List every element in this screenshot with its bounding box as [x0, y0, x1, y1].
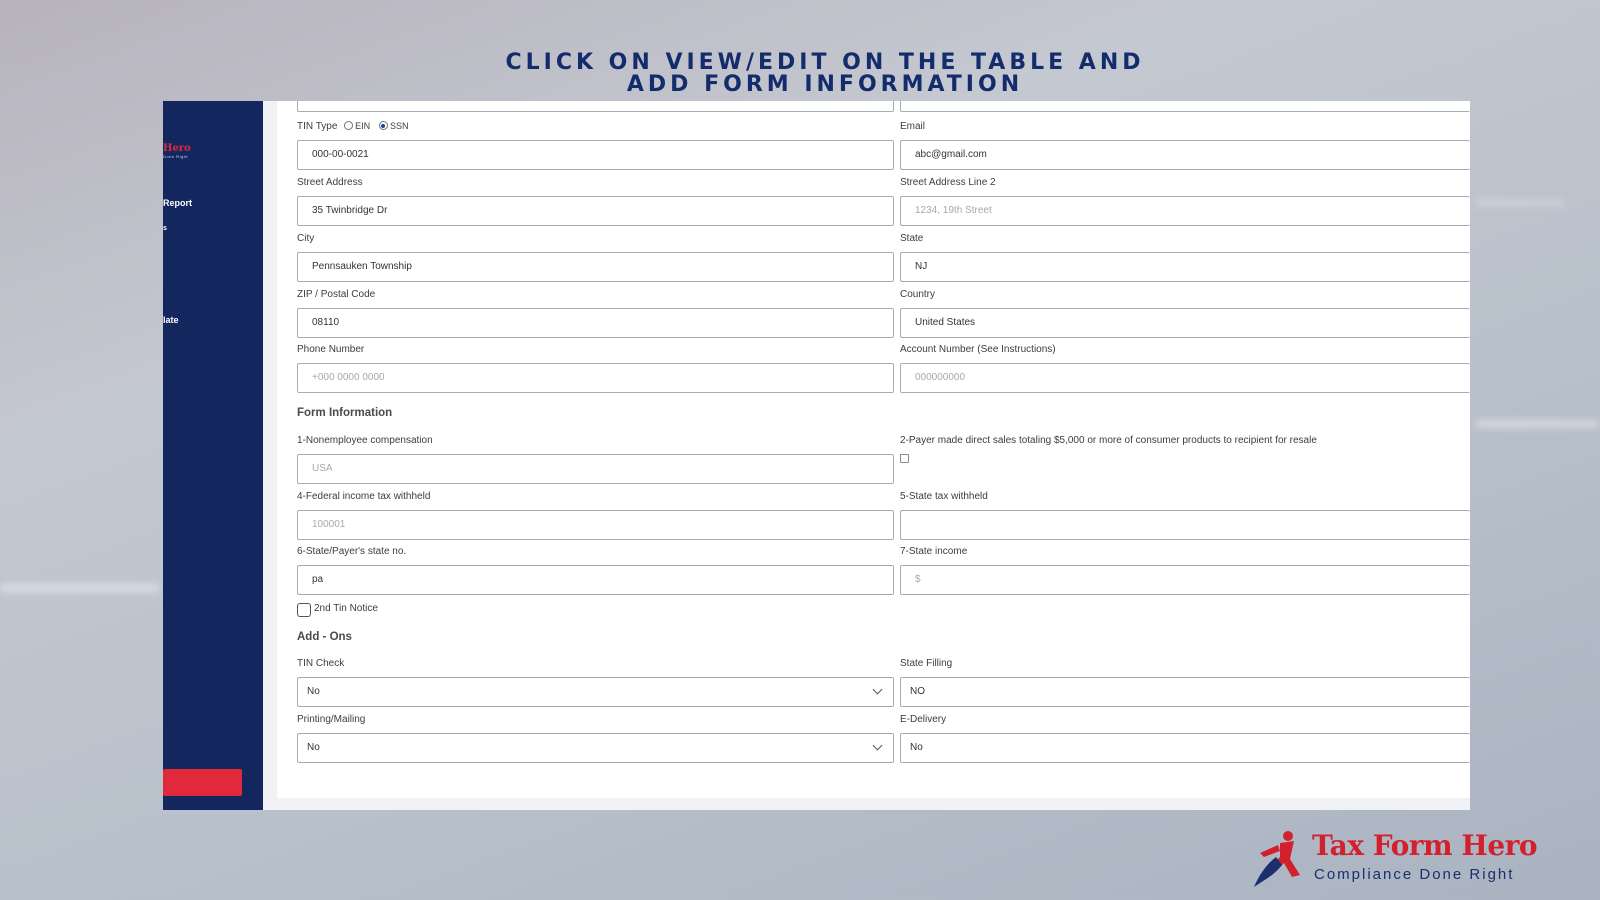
chevron-down-icon [873, 685, 883, 695]
addons-heading: Add - Ons [297, 631, 352, 643]
printing-select[interactable] [297, 733, 894, 763]
state-label: State [900, 233, 924, 244]
street-label: Street Address [297, 177, 363, 188]
tin-input[interactable]: 000-00-0021 [297, 140, 894, 170]
form-information-heading: Form Information [297, 407, 393, 419]
sidebar-item-report[interactable]: Report [163, 198, 192, 208]
brand-logo [1250, 829, 1538, 889]
box7-label: 7-State income [900, 546, 968, 557]
previous-field-input-right[interactable] [900, 101, 1470, 112]
country-input[interactable]: United States [900, 308, 1470, 338]
sidebar-logo-tagline: Done Right [163, 154, 189, 159]
box6-input[interactable]: pa [297, 565, 894, 595]
tin-check-label: TIN Check [297, 658, 345, 669]
tutorial-headline [0, 52, 1600, 96]
email-input[interactable]: abc@gmail.com [900, 140, 1470, 170]
box5-input[interactable] [900, 510, 1470, 540]
state-filing-label: State Filling [900, 658, 953, 669]
box1-label: 1-Nonemployee compensation [297, 435, 433, 446]
app-screenshot [163, 101, 1470, 810]
ein-radio[interactable] [344, 121, 353, 130]
previous-field-input[interactable] [297, 101, 894, 112]
box5-label: 5-State tax withheld [900, 491, 988, 502]
chevron-down-icon [873, 741, 883, 751]
box2-checkbox[interactable] [900, 454, 909, 463]
second-tin-notice-label: 2nd Tin Notice [314, 603, 378, 614]
background-streak [1475, 200, 1565, 206]
box4-label: 4-Federal income tax withheld [297, 491, 431, 502]
zip-label: ZIP / Postal Code [297, 289, 376, 300]
sidebar-action-button[interactable] [163, 769, 242, 796]
box6-label: 6-State/Payer's state no. [297, 546, 407, 557]
country-label: Country [900, 289, 936, 300]
tin-type-ein-option[interactable] [344, 121, 376, 132]
tin-type-ssn-option[interactable] [379, 121, 415, 132]
background-streak [0, 585, 160, 591]
hero-figure-icon [1250, 829, 1306, 889]
second-tin-notice-checkbox[interactable] [297, 603, 311, 617]
sidebar [163, 101, 263, 810]
sidebar-item-template[interactable]: late [163, 315, 179, 325]
printing-value: No [307, 742, 320, 753]
box7-input[interactable]: $ [900, 565, 1470, 595]
city-label: City [297, 233, 315, 244]
city-input[interactable]: Pennsauken Township [297, 252, 894, 282]
box4-input[interactable]: 100001 [297, 510, 894, 540]
headline-line-1: CLICK ON VIEW/EDIT ON THE TABLE AND [505, 50, 1145, 75]
state-filing-value: NO [910, 686, 925, 697]
ssn-radio[interactable] [379, 121, 388, 130]
tin-check-value: No [307, 686, 320, 697]
box1-input[interactable]: USA [297, 454, 894, 484]
tin-check-select[interactable] [297, 677, 894, 707]
phone-label: Phone Number [297, 344, 365, 355]
printing-label: Printing/Mailing [297, 714, 366, 725]
tin-type-label: TIN Type [297, 121, 338, 132]
background-streak [1475, 421, 1600, 427]
account-input[interactable]: 000000000 [900, 363, 1470, 393]
tin-type-row [297, 121, 414, 132]
street-input[interactable]: 35 Twinbridge Dr [297, 196, 894, 226]
phone-input[interactable]: +000 0000 0000 [297, 363, 894, 393]
ssn-radio-label: SSN [389, 121, 409, 131]
form-panel [277, 101, 1470, 798]
street2-input[interactable]: 1234, 19th Street [900, 196, 1470, 226]
sidebar-item-partial[interactable]: s [163, 225, 167, 232]
zip-input[interactable]: 08110 [297, 308, 894, 338]
brand-title: Tax Form Hero [1312, 829, 1538, 862]
edelivery-label: E-Delivery [900, 714, 947, 725]
headline-line-2: ADD FORM INFORMATION [626, 72, 1024, 97]
ein-radio-label: EIN [355, 121, 371, 131]
state-input[interactable]: NJ [900, 252, 1470, 282]
brand-tagline: Compliance Done Right [1314, 866, 1515, 883]
sidebar-logo[interactable]: Hero [163, 143, 191, 154]
account-label: Account Number (See Instructions) [900, 344, 1056, 355]
street2-label: Street Address Line 2 [900, 177, 996, 188]
box2-label: 2-Payer made direct sales totaling $5,000 or more of consumer products to recipient for resale [900, 435, 1317, 446]
email-label: Email [900, 121, 926, 132]
state-filing-select[interactable] [900, 677, 1470, 707]
edelivery-select[interactable] [900, 733, 1470, 763]
edelivery-value: No [910, 742, 923, 753]
